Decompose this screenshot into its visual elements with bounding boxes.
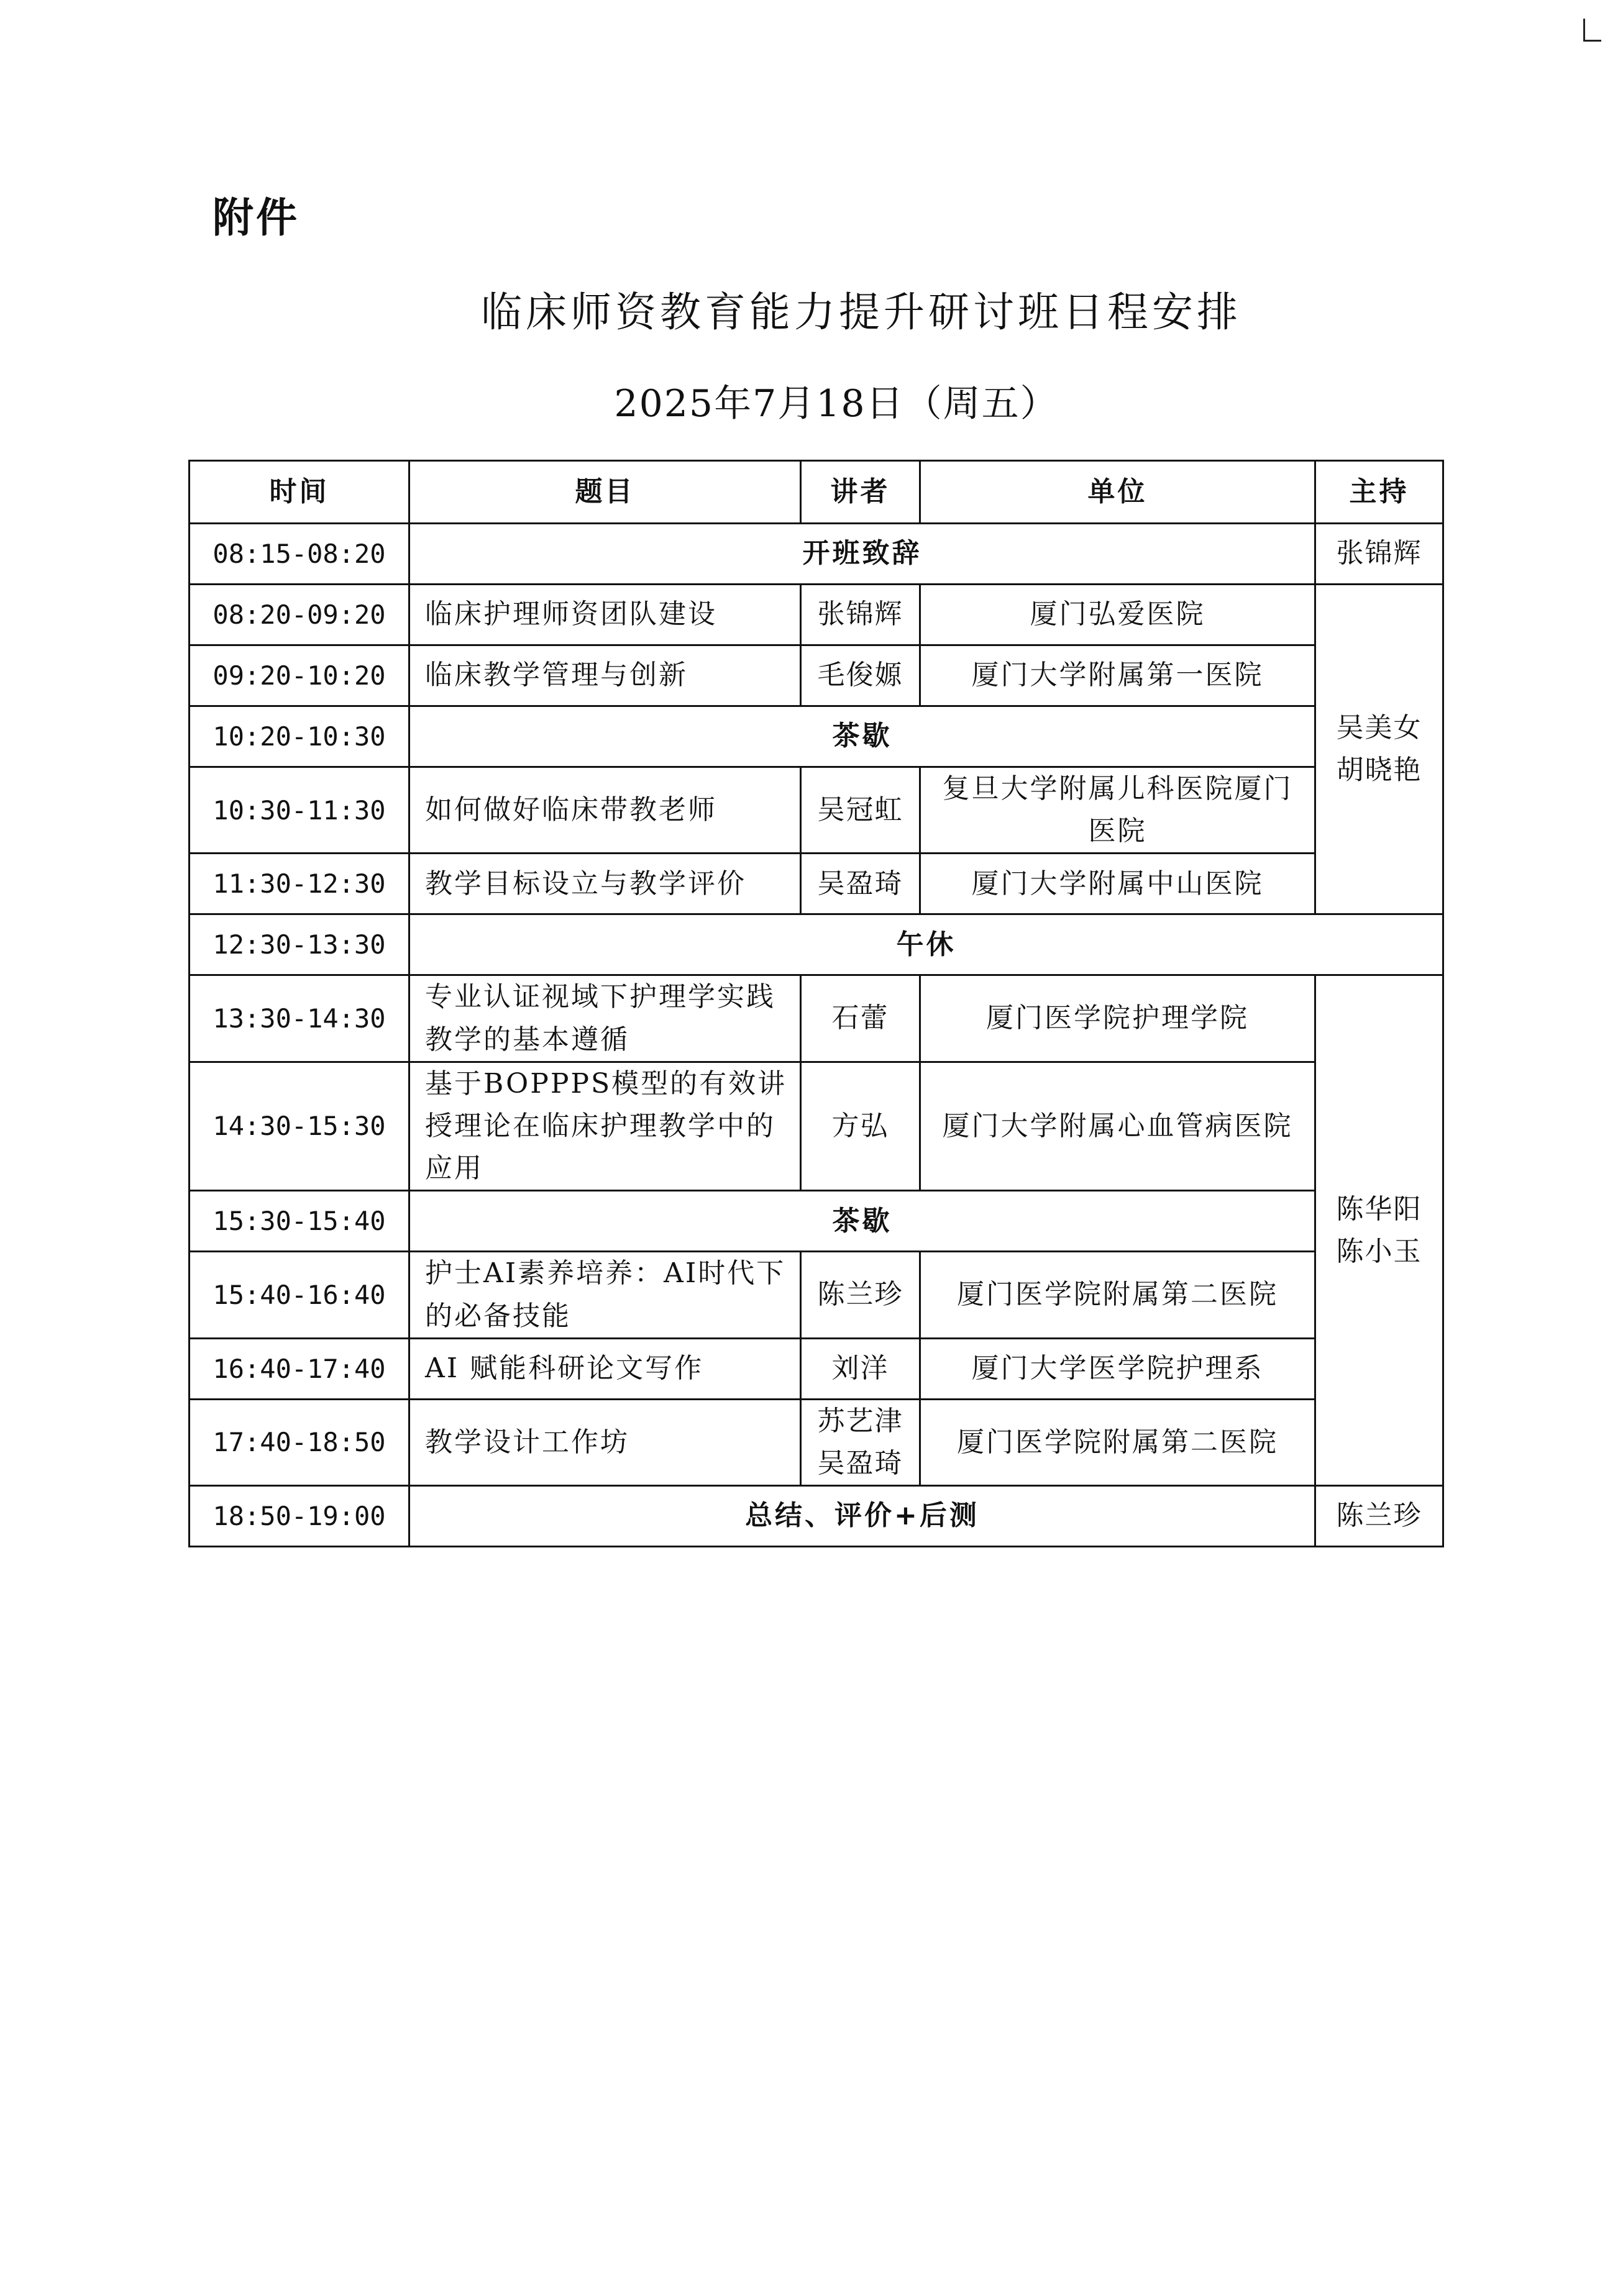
speaker-cell: 苏艺津 吴盈琦: [801, 1399, 920, 1485]
topic-cell: 临床教学管理与创新: [409, 645, 801, 706]
table-row: [190, 1062, 1443, 1191]
speaker-cell: 陈兰珍: [801, 1252, 920, 1338]
time-cell: 17:40-18:50: [190, 1399, 409, 1485]
time-cell: 15:40-16:40: [190, 1252, 409, 1338]
unit-cell: 复旦大学附属儿科医院厦门医院: [920, 767, 1315, 854]
session-cell: 开班致辞: [409, 524, 1315, 585]
table-row: [190, 854, 1443, 914]
topic-cell: 教学设计工作坊: [409, 1399, 801, 1485]
topic-cell: 临床护理师资团队建设: [409, 585, 801, 645]
table-row: [190, 645, 1443, 706]
session-cell: 午休: [409, 914, 1443, 975]
topic-cell: 如何做好临床带教老师: [409, 767, 801, 854]
schedule-table: [188, 460, 1444, 1547]
unit-cell: 厦门弘爱医院: [920, 585, 1315, 645]
topic-cell: 专业认证视域下护理学实践教学的基本遵循: [409, 975, 801, 1062]
header-host: 主持: [1315, 461, 1443, 524]
host-name: 陈小玉: [1336, 1235, 1422, 1267]
time-cell: 08:20-09:20: [190, 585, 409, 645]
host-cell: 张锦辉: [1315, 524, 1443, 585]
host-cell-afternoon: [1315, 975, 1443, 1486]
unit-cell: 厦门大学医学院护理系: [920, 1338, 1315, 1399]
table-row: [190, 706, 1443, 767]
topic-cell: 基于BOPPPS模型的有效讲授理论在临床护理教学中的应用: [409, 1062, 801, 1191]
unit-cell: 厦门医学院附属第二医院: [920, 1252, 1315, 1338]
speaker-cell: 毛俊嫄: [801, 645, 920, 706]
unit-cell: 厦门大学附属第一医院: [920, 645, 1315, 706]
session-cell: 总结、评价+后测: [409, 1486, 1315, 1547]
speaker-cell: 张锦辉: [801, 585, 920, 645]
time-cell: 15:30-15:40: [190, 1191, 409, 1252]
host-cell: 陈兰珍: [1315, 1486, 1443, 1547]
header-speaker: 讲者: [801, 461, 920, 524]
header-time: 时间: [190, 461, 409, 524]
host-cell-morning: [1315, 585, 1443, 914]
table-row: [190, 1338, 1443, 1399]
topic-cell: AI 赋能科研论文写作: [409, 1338, 801, 1399]
unit-cell: 厦门医学院附属第二医院: [920, 1399, 1315, 1485]
table-row: [190, 767, 1443, 854]
header-unit: 单位: [920, 461, 1315, 524]
session-cell: 茶歇: [409, 1191, 1315, 1252]
host-name: 吴美女: [1336, 712, 1422, 744]
topic-cell: 护士AI素养培养：AI时代下的必备技能: [409, 1252, 801, 1338]
document-date: 2025年7月18日（周五）: [614, 382, 1059, 426]
time-cell: 11:30-12:30: [190, 854, 409, 914]
speaker-cell: 吴冠虹: [801, 767, 920, 854]
table-row: [190, 524, 1443, 585]
table-row: [190, 1252, 1443, 1338]
table-row: [190, 585, 1443, 645]
host-name: 陈华阳: [1336, 1193, 1422, 1225]
corner-crop-mark: [1583, 19, 1601, 42]
table-header-row: [190, 461, 1443, 524]
unit-cell: 厦门大学附属心血管病医院: [920, 1062, 1315, 1191]
time-cell: 10:30-11:30: [190, 767, 409, 854]
speaker-cell: 吴盈琦: [801, 854, 920, 914]
table-row: [190, 914, 1443, 975]
table-row: [190, 1399, 1443, 1485]
time-cell: 10:20-10:30: [190, 706, 409, 767]
time-cell: 08:15-08:20: [190, 524, 409, 585]
topic-cell: 教学目标设立与教学评价: [409, 854, 801, 914]
time-cell: 09:20-10:20: [190, 645, 409, 706]
time-cell: 14:30-15:30: [190, 1062, 409, 1191]
time-cell: 13:30-14:30: [190, 975, 409, 1062]
table-row: [190, 1486, 1443, 1547]
speaker-cell: 方弘: [801, 1062, 920, 1191]
time-cell: 12:30-13:30: [190, 914, 409, 975]
session-cell: 茶歇: [409, 706, 1315, 767]
document-title: 临床师资教育能力提升研讨班日程安排: [481, 288, 1241, 336]
host-name: 胡晓艳: [1336, 754, 1422, 786]
unit-cell: 厦门大学附属中山医院: [920, 854, 1315, 914]
time-cell: 16:40-17:40: [190, 1338, 409, 1399]
header-topic: 题目: [409, 461, 801, 524]
attachment-label: 附件: [213, 194, 299, 242]
speaker-cell: 石蕾: [801, 975, 920, 1062]
unit-cell: 厦门医学院护理学院: [920, 975, 1315, 1062]
time-cell: 18:50-19:00: [190, 1486, 409, 1547]
speaker-cell: 刘洋: [801, 1338, 920, 1399]
table-row: [190, 975, 1443, 1062]
table-row: [190, 1191, 1443, 1252]
